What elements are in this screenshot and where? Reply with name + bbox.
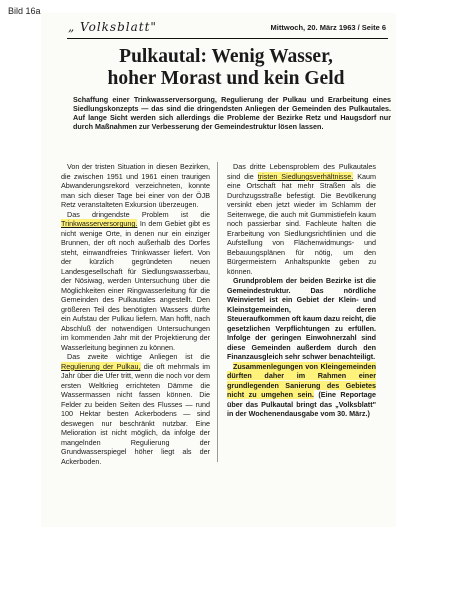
- highlight-siedlung: tristen Siedlungsverhältnisse.: [257, 171, 354, 181]
- text: (Eine Reportage über das Pulkautal bringt das „Volksblatt" in der Wochenendausgabe vom 30. März.): [227, 390, 376, 418]
- headline-line-1: Pulkautal: Wenig Wasser,: [119, 46, 333, 67]
- newspaper-clipping: [41, 13, 396, 527]
- paragraph-structure: Grundproblem der beiden Bezirke ist die Gemeindestruktur. Das nördliche Weinviertel ist ein Gebiet der Klein- und Kleinstgemeinden, deren Steueraufkommen oft kaum dazu reicht, die gesetzlichen Verpflichtungen zu erfüllen. Infolge der geringen Einwohnerzahl sind diese Gemeinden außerdem durch den Finanzausgleich sehr schwer benachteiligt.: [227, 276, 376, 361]
- text: Das dringendste Problem ist die: [67, 209, 210, 219]
- newspaper-masthead: „ Volksblatt": [68, 20, 157, 34]
- paragraph-pulkau: [61, 352, 210, 466]
- text: In dem Gebiet gibt es nicht wenige Orte, in denen nur ein einziger Brunnen, der oft noch außerhalb des Dorfes steht, einwandfreies Trinkwasser liefert. Von der kürzlich gegründeten neuen Landesgesellschaft für Siedlungswasserbau, der Nösiwag, werden Untersuchung über die Möglichkeiten einer Ringwasserleitung für die Gemeinden des Pulkautales angestellt. Den größeren Teil des benötigten Wassers dürfte ein Aufstau der Pulkau liefern. Man hofft, nach Abschluß der notwendigen Untersuchungen im kommenden Jahr mit der Projektierung der Wasserleitung beginnen zu können.: [61, 219, 210, 352]
- highlight-trinkwasser: Trinkwasserversorgung.: [61, 219, 138, 228]
- headline-line-2: hoher Morast und kein Geld: [107, 68, 345, 89]
- text: Das zweite wichtige Anliegen ist die: [67, 352, 210, 361]
- paragraph-water: [61, 210, 210, 353]
- dateline: Mittwoch, 20. März 1963 / Seite 6: [270, 23, 386, 32]
- highlight-regulierung: Regulierung der Pulkau,: [61, 361, 141, 371]
- paragraph-intro: Von der tristen Situation in diesen Bezirken, die zwischen 1951 und 1961 einen traurigen Abwanderungsrekord verzeichneten, konnte man sich dieser Tage bei einer von der ÖJB Retz veranstalteten Exkursion überzeugen.: [61, 162, 210, 209]
- text: Das dritte Lebensproblem des Pulkautales sind die: [227, 162, 376, 181]
- column-divider: [217, 162, 218, 462]
- text: Kaum eine Ortschaft hat mehr Straßen als die Durchzugsstraße befestigt. Die Bevölkerung versinkt eben jetzt wieder im Schlamm der Seitenwege, die auch mit Gummistiefeln kaum noch passierbar sind. Fachleute halten die Erarbeitung von Siedlungsrichtlinien und die Aufstellung von Flächenwidmungs- und Bebauungsplänen für nötig, um den Bürgermeistern Anhaltspunkte geben zu können.: [227, 171, 376, 276]
- lead-paragraph: Schaffung einer Trinkwasserversorgung, Regulierung der Pulkau und Erarbeitung eines Siedlungskonzepts — das sind die dringendsten Anliegen der Gemeinden des Pulkautales. Auf lange Sicht werden sich allerdings die Probleme der Bezirke Retz und Haugsdorf nur durch Maßnahmen zur Verbesserung der Gemeindestruktur lösen lassen.: [73, 95, 391, 132]
- text: die oft mehrmals im Jahr über die Ufer tritt, wenn die noch vor dem ersten Weltkrieg errichteten Dämme die Wassermassen nicht fassen können. Die Felder zu beiden Seiten des Flusses — rund 100 Hektar besten Ackerbodens — sind deswegen nur beschränkt nutzbar. Eine Melioration ist nicht möglich, da infolge der mangelnden Regulierung der Grundwasserspiegel höher liegt als der Ackerboden.: [61, 361, 210, 466]
- highlight-zusammenlegung: Zusammenlegungen von Kleingemeinden dürften daher im Rahmen einer grundlegenden Sanierung des Gebietes nicht zu umgehen sein.: [227, 361, 376, 399]
- paragraph-settlement: [227, 162, 376, 276]
- left-column: [61, 162, 210, 466]
- header-rule: [67, 38, 388, 39]
- page-label: Bild 16a: [8, 6, 41, 16]
- paragraph-conclusion: [227, 362, 376, 419]
- right-column: [227, 162, 376, 419]
